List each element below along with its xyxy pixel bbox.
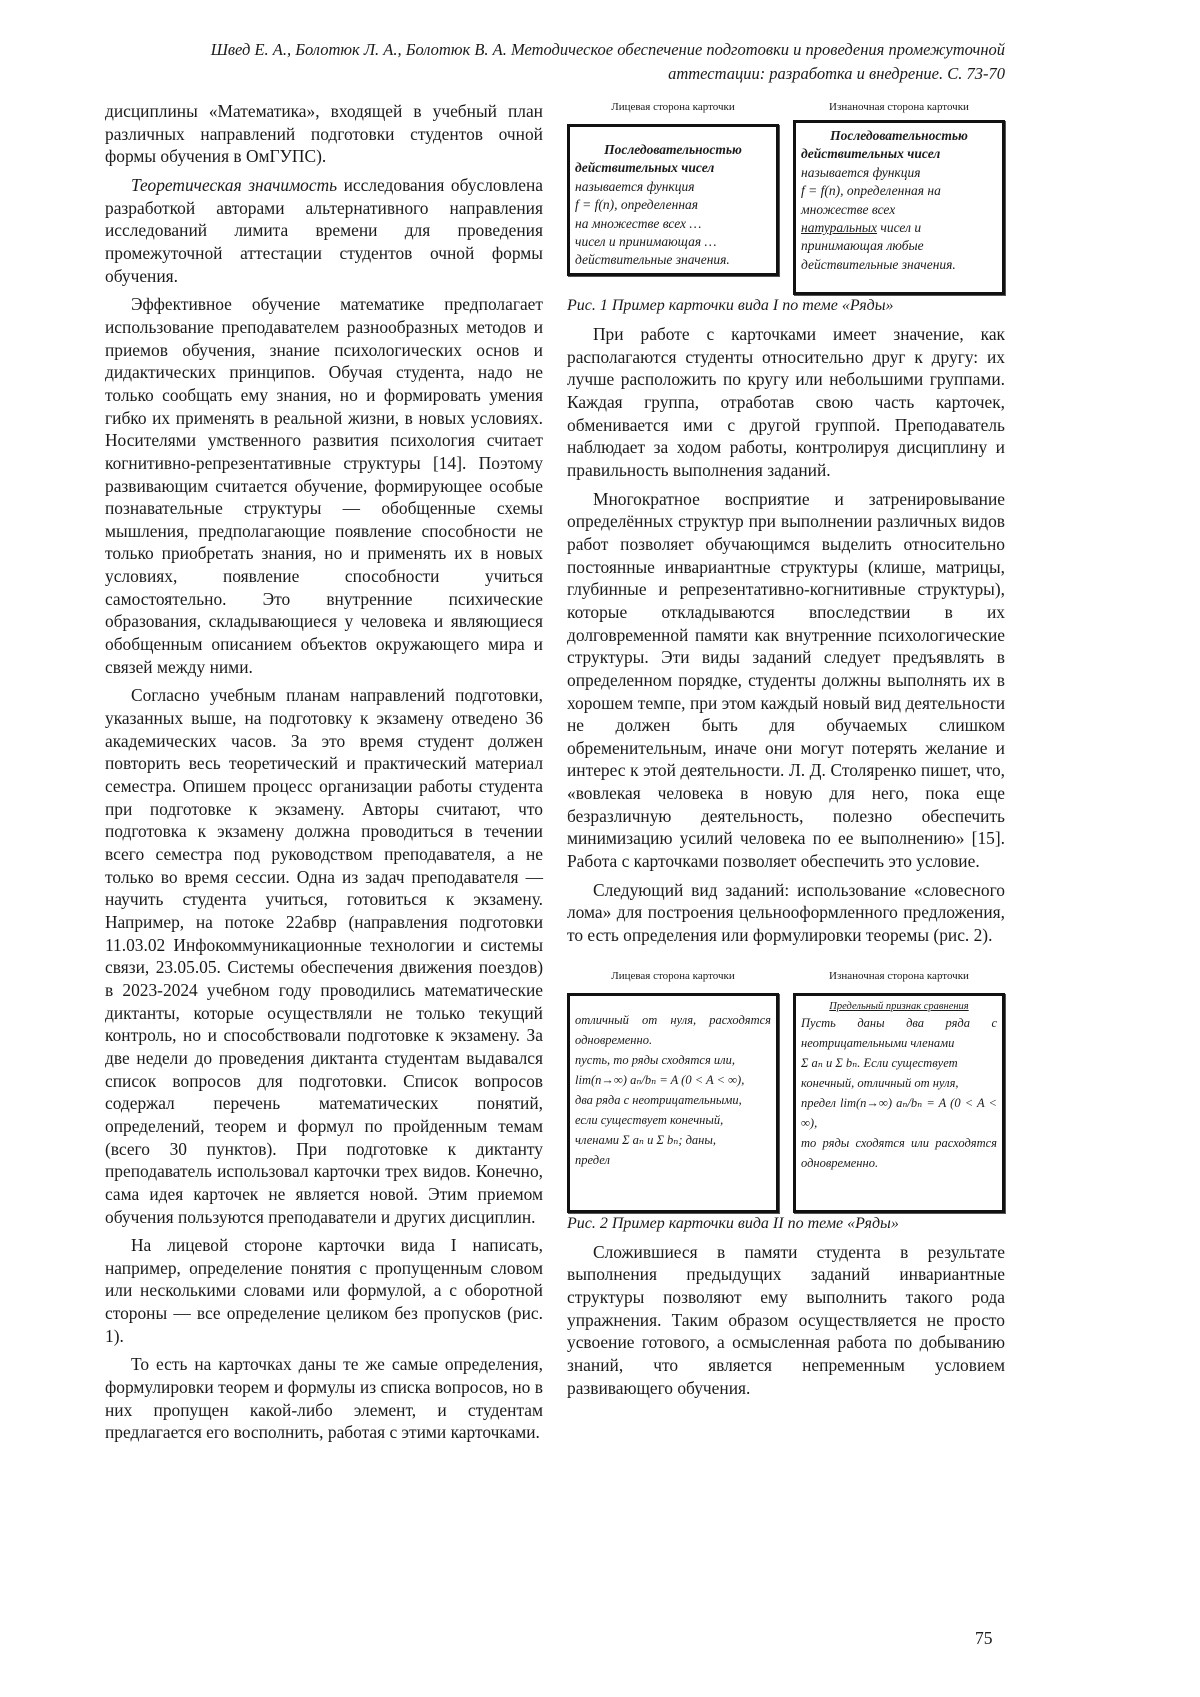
card-line: конечный, отличный от нуля, — [801, 1073, 997, 1093]
card-line: то ряды сходятся или расходятся одновременно. — [801, 1133, 997, 1173]
right-column — [567, 100, 1005, 1405]
card-line: действительных чисел — [575, 159, 771, 177]
card-underlined-word: натуральных — [801, 220, 877, 235]
card-front — [567, 124, 779, 276]
running-header — [150, 38, 1005, 86]
figure-2 — [567, 969, 1005, 1235]
card-label-front: Лицевая сторона карточки — [567, 100, 779, 114]
figure-caption: Рис. 1 Пример карточки вида I по теме «Ряды» — [567, 295, 1005, 317]
card-front — [567, 993, 779, 1213]
card-label-back: Изнаночная сторона карточки — [793, 100, 1005, 114]
card-line: два ряда с неотрицательными, — [575, 1090, 771, 1110]
card-line: Последовательностью — [801, 127, 997, 145]
card-line: отличный от нуля, расходятся одновременно. — [575, 1010, 771, 1050]
card-label-front: Лицевая сторона карточки — [567, 969, 779, 983]
left-column — [105, 100, 543, 1450]
card-line: действительные значения. — [801, 256, 997, 274]
card-line: предел lim(n→∞) aₙ/bₙ = A (0 < A < ∞), — [801, 1093, 997, 1133]
paragraph: Следующий вид заданий: использование «словесного лома» для построения цельнооформленного предложения, то есть определения или формулировки теоремы (рис. 2). — [567, 879, 1005, 947]
card-line: называется функция — [575, 178, 771, 196]
card-line: f = f(n), определенная — [575, 196, 771, 214]
card-line: чисел и принимающая … — [575, 233, 771, 251]
card-back — [793, 993, 1005, 1213]
card-line: Σ aₙ и Σ bₙ. Если существует — [801, 1053, 997, 1073]
paragraph: Согласно учебным планам направлений подготовки, указанных выше, на подготовку к экзамену отведено 36 академических часов. За это время студент должен повторить весь теоретический и практический материал семестра. Опишем процесс организации работы студента при подготовке к экзамену. Авторы считают, что подготовка к экзамену должна проводиться в течении всего семестра под руководством преподавателя, а не только во время сессии. Одна из задач преподавателя — научить студента учиться, готовиться к экзамену. Например, на потоке 22абвр (направления подготовки 11.03.02 Инфокоммуникационные технологии и системы связи, 23.05.05. Системы обеспечения движения поездов) в 2023-2024 учебном году проводились математические диктанты, которые осуществляли не только текущий контроль, но и способствовали подготовке к экзамену. За две недели до проведения диктанта студентам выдавался список вопросов для подготовки. Список вопросов содержал перечень математических понятий, определений, теорем и формул по пройденным темам (всего 30 пунктов). При подготовке к диктанту преподаватель использовал карточки трех видов. Конечно, сама идея карточек не является новой. Этим приемом обучения пользуются преподаватели и других дисциплин. — [105, 684, 543, 1228]
paragraph: На лицевой стороне карточки вида I написать, например, определение понятия с пропущенным словом или несколькими словами или формулой, а с оборотной стороны — все определение целиком без пропусков (рис. 1). — [105, 1234, 543, 1347]
card-line: на множестве всех … — [575, 215, 771, 233]
card-line: чисел и — [877, 220, 921, 235]
figure-1 — [567, 100, 1005, 317]
card-line: Последовательностью — [575, 141, 771, 159]
card-line: пусть, то ряды сходятся или, — [575, 1050, 771, 1070]
paragraph — [105, 174, 543, 287]
page-number: 75 — [975, 1628, 993, 1649]
card-line: предел — [575, 1150, 771, 1170]
card-line: действительных чисел — [801, 145, 997, 163]
card-line: действительные значения. — [575, 251, 771, 269]
card-line: если существует конечный, — [575, 1110, 771, 1130]
card-back — [793, 120, 1005, 295]
card-line: lim(n→∞) aₙ/bₙ = A (0 < A < ∞), — [575, 1070, 771, 1090]
card-label-back: Изнаночная сторона карточки — [793, 969, 1005, 983]
paragraph: При работе с карточками имеет значение, как располагаются студенты относительно друг к другу: их лучше расположить по кругу или небольшими группами. Каждая группа, отработав свою часть карточек, обменивается ими с другой группой. Преподаватель наблюдает за ходом работы, контролируя дисциплину и правильность выполнения заданий. — [567, 323, 1005, 482]
card-line: множестве всех — [801, 201, 997, 219]
header-line-1: Швед Е. А., Болотюк Л. А., Болотюк В. А. Методическое обеспечение подготовки и проведения промежуточной — [150, 38, 1005, 62]
card-line: членами Σ aₙ и Σ bₙ; даны, — [575, 1130, 771, 1150]
header-line-2: аттестации: разработка и внедрение. С. 73-70 — [150, 62, 1005, 86]
card-line: принимающая любые — [801, 237, 997, 255]
paragraph: Эффективное обучение математике предполагает использование преподавателем разнообразных методов и приемов обучения, знание психологических основ и дидактических принципов. Обучая студента, надо не только сообщать ему знания, но и формировать умения гибко их применять в реальной жизни, в новых условиях. Носителями умственного развития психология считает когнитивно-репрезентативные структуры [14]. Поэтому развивающим считается обучение, формирующее особые познавательные структуры — обобщенные схемы мышления, предполагающие появление способности не только приобретать знания, но и применять их в новых условиях, появление способности учиться самостоятельно. Это внутренние психические образования, складывающиеся у человека и являющиеся обобщенным описанием объектов окружающего мира и связей между ними. — [105, 293, 543, 678]
emphasis: Теоретическая значимость — [131, 175, 337, 195]
paragraph: Многократное восприятие и затренировывание определённых структур при выполнении различных видов работ позволяет обучающимся выделить относительно постоянные инвариантные структуры (клише, матрицы, глубинные и репрезентативно-когнитивные структуры), которые откладываются впоследствии в их долговременной памяти как внутренние психологические структуры. Эти виды заданий следует предъявлять в определенном порядке, студенты должны выполнять их в хорошем темпе, при этом каждый новый вид деятельности не должен быть для обучаемых слишком обременительным, иначе они могут потерять желание и интерес к этой деятельности. Л. Д. Столяренко пишет, что, «вовлекая человека в новую для него, пока еще безразличную деятельность, полезно обеспечить минимизацию усилий человека по ее выполнению» [15]. Работа с карточками позволяет обеспечить это условие. — [567, 488, 1005, 873]
card-line: называется функция — [801, 164, 997, 182]
card-line: Пусть даны два ряда с неотрицательными членами — [801, 1013, 997, 1053]
paragraph: Сложившиеся в памяти студента в результате выполнения предыдущих заданий инвариантные структуры позволяют ему выполнить такого рода упражнения. Таким образом осуществляется не просто усвоение готового, а осмысленная работа по добыванию знаний, что является непременным условием развивающего обучения. — [567, 1241, 1005, 1400]
paragraph-text: исследования обусловлена разработкой авторами альтернативного направления исследований лимита времени для проведения промежуточной аттестации студентов очной формы обучения. — [105, 175, 543, 286]
figure-caption: Рис. 2 Пример карточки вида II по теме «Ряды» — [567, 1213, 1005, 1235]
card-line: f = f(n), определенная на — [801, 182, 997, 200]
card-title: Предельный признак сравнения — [801, 1000, 997, 1013]
paragraph: дисциплины «Математика», входящей в учебный план различных направлений подготовки студентов очной формы обучения в ОмГУПС). — [105, 100, 543, 168]
paragraph: То есть на карточках даны те же самые определения, формулировки теорем и формулы из списка вопросов, но в них пропущен какой-либо элемент, и студентам предлагается его восполнить, работая с этими карточками. — [105, 1353, 543, 1444]
